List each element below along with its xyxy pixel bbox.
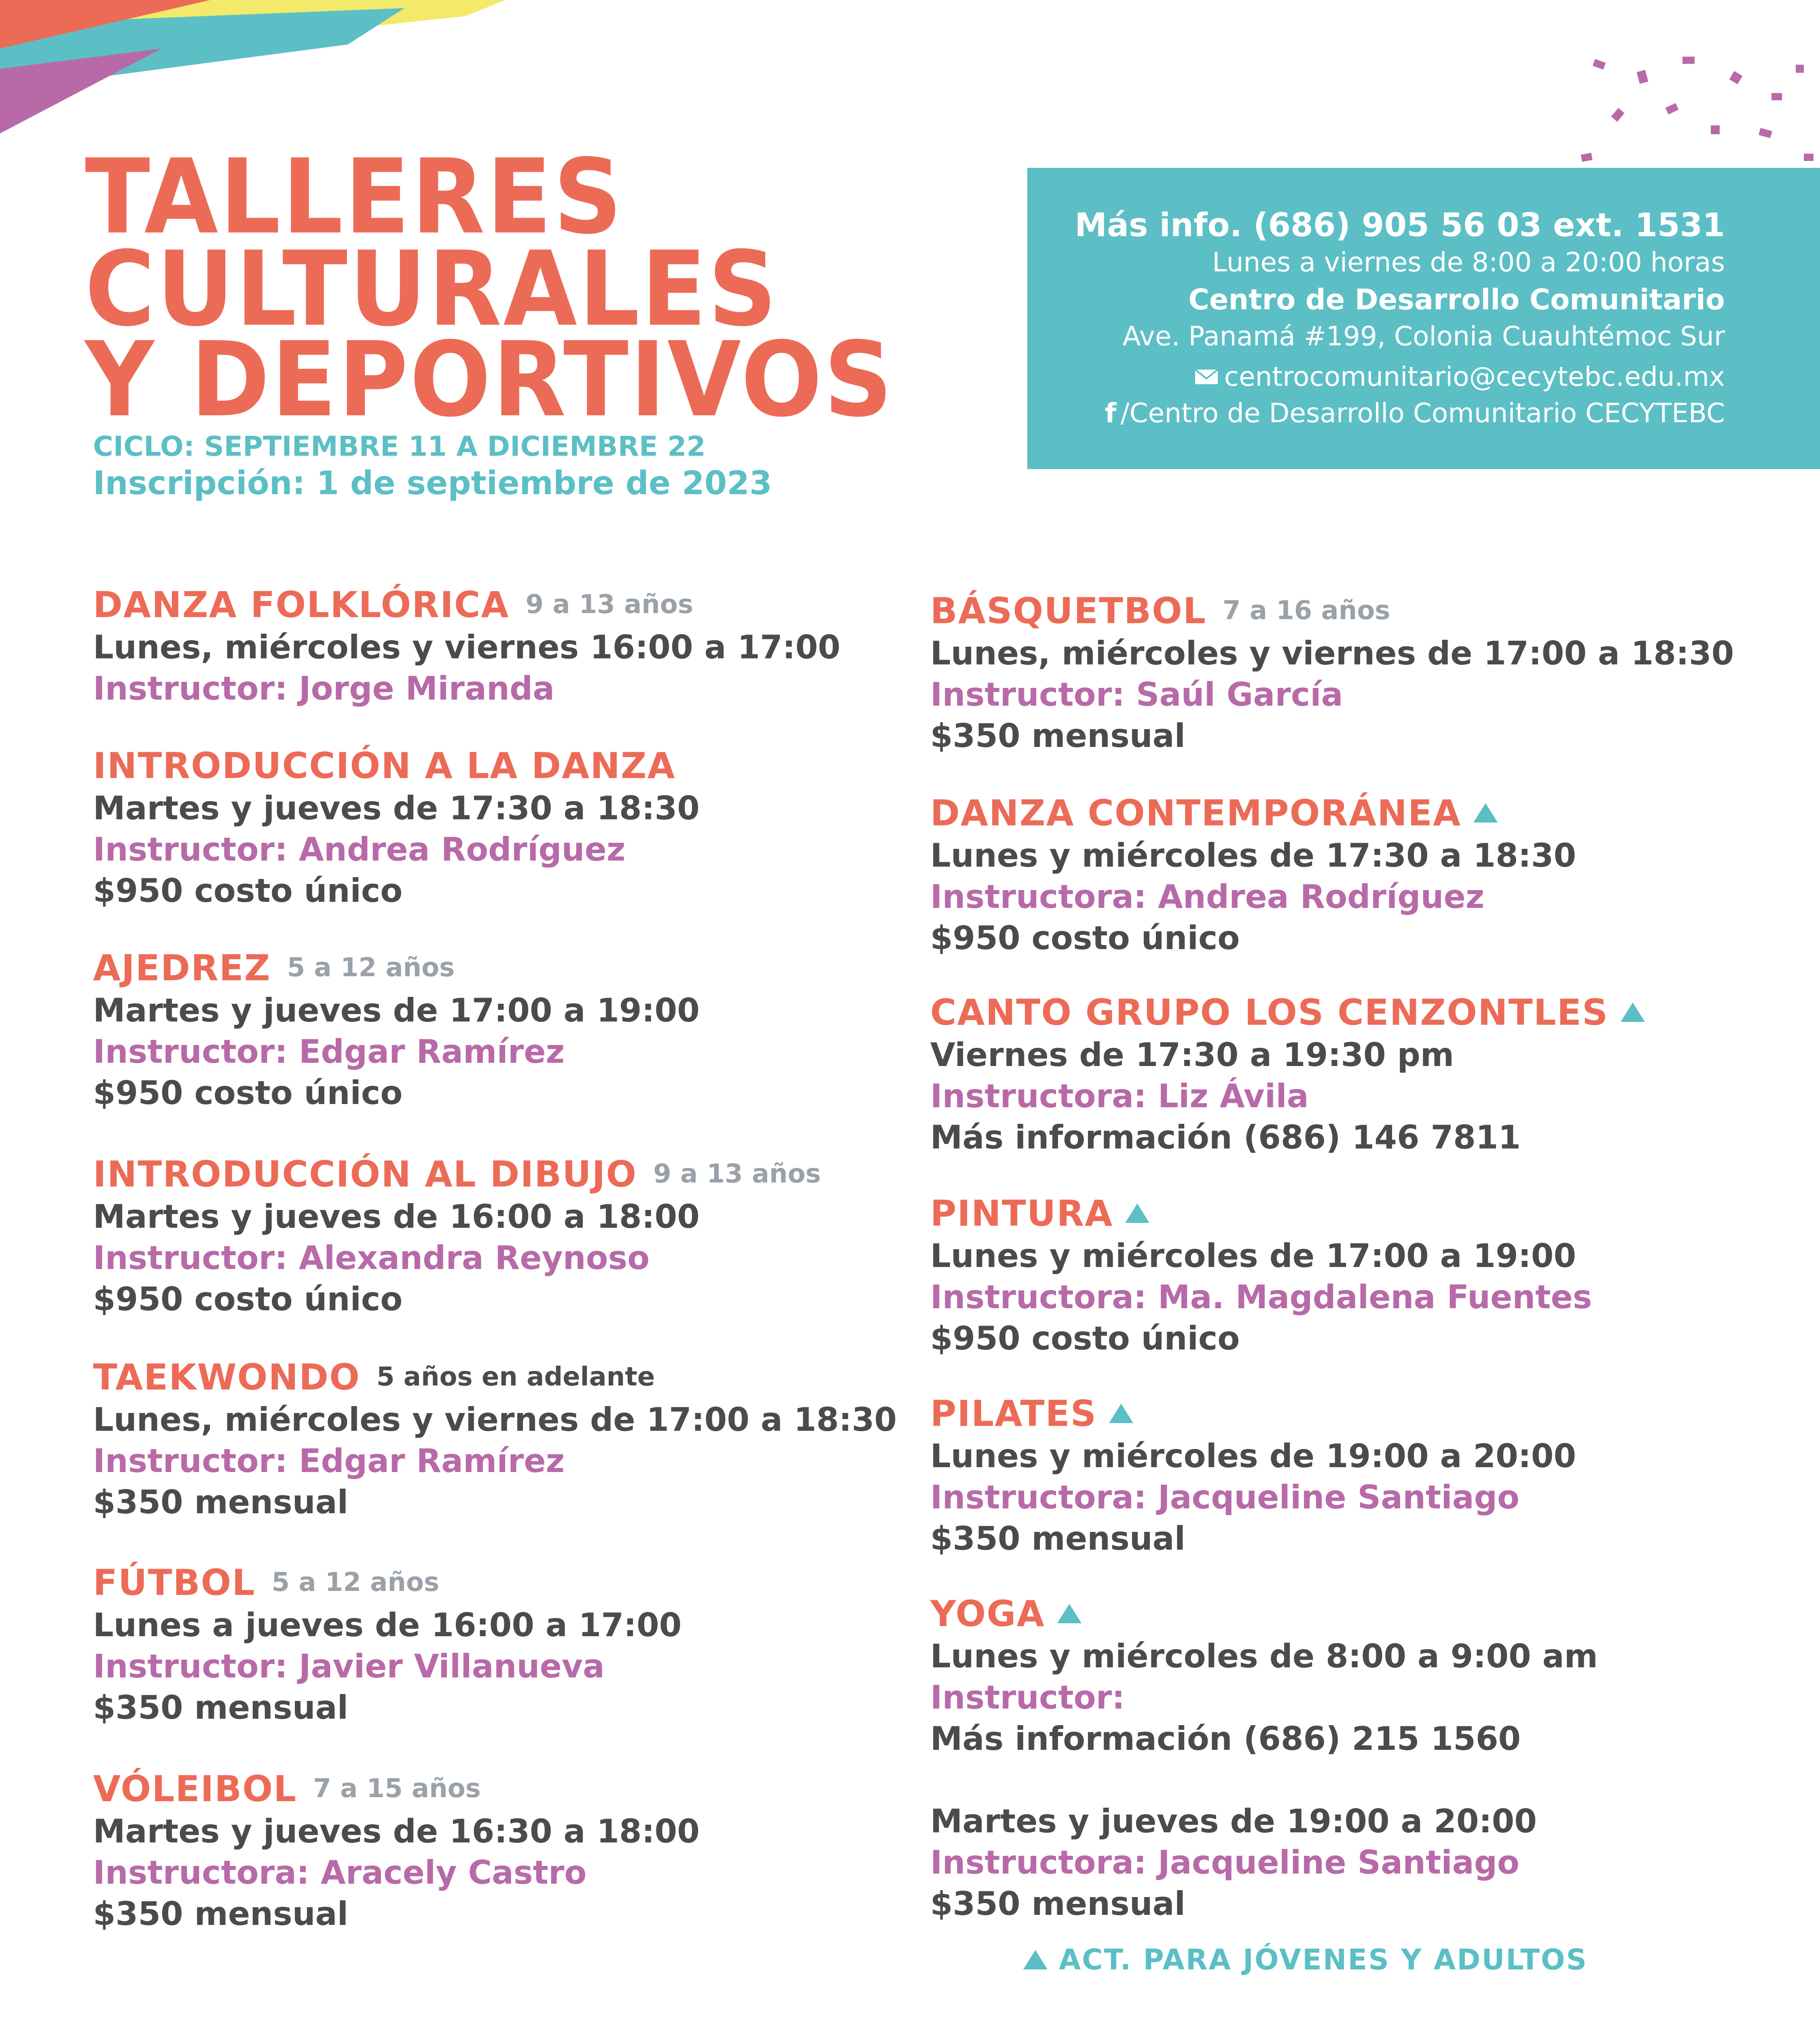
activity-schedule: Martes y jueves de 16:00 a 18:00 (93, 1198, 700, 1235)
activity-canto (930, 990, 1645, 1158)
activity-basquetbol (930, 588, 1734, 757)
activity-instructor: Instructor: Saúl García (930, 676, 1343, 713)
title-line-1: TALLERES (85, 137, 624, 257)
youth-adult-marker-icon (1473, 803, 1498, 823)
info-facebook-row (1105, 398, 1725, 429)
activity-pintura (930, 1191, 1592, 1359)
activity-cost: $950 costo único (93, 1280, 403, 1318)
activity-instructor-2: Instructora: Jacqueline Santiago (930, 1844, 1519, 1881)
activity-schedule: Martes y jueves de 17:30 a 18:30 (93, 789, 700, 827)
activity-instructor: Instructora: Jacqueline Santiago (930, 1478, 1519, 1516)
activity-name: INTRODUCCIÓN A LA DANZA (93, 745, 676, 787)
activity-name: CANTO GRUPO LOS CENZONTLES (930, 991, 1609, 1033)
activity-schedule: Martes y jueves de 17:00 a 19:00 (93, 992, 700, 1029)
activity-futbol (93, 1560, 681, 1728)
activity-cost: $350 mensual (930, 1520, 1186, 1557)
facebook-icon: f (1105, 398, 1117, 429)
activity-schedule: Lunes, miércoles y viernes de 17:00 a 18:30 (93, 1401, 897, 1438)
legend (1023, 1943, 1588, 1976)
info-box (1027, 168, 1820, 469)
activity-schedule: Lunes y miércoles de 19:00 a 20:00 (930, 1437, 1576, 1475)
activity-cost: $350 mensual (93, 1483, 349, 1521)
activity-age: 5 a 12 años (287, 953, 455, 983)
activity-danza-contemporanea (930, 791, 1576, 959)
activity-name: DANZA FOLKLÓRICA (93, 584, 510, 626)
activity-name: VÓLEIBOL (93, 1768, 297, 1810)
activity-cost: $350 mensual (930, 717, 1186, 755)
activity-schedule-2: Martes y jueves de 19:00 a 20:00 (930, 1802, 1537, 1840)
activity-name: INTRODUCCIÓN AL DIBUJO (93, 1153, 637, 1195)
inscription-date: Inscripción: 1 de septiembre de 2023 (93, 464, 772, 502)
activity-schedule: Viernes de 17:30 a 19:30 pm (930, 1036, 1454, 1074)
activity-cost: $350 mensual (93, 1689, 349, 1726)
confetti-top-right (1577, 49, 1820, 182)
activity-age: 7 a 16 años (1222, 596, 1390, 626)
activity-intro-danza (93, 743, 700, 912)
activity-yoga (930, 1591, 1598, 1925)
activity-schedule: Lunes y miércoles de 17:00 a 19:00 (930, 1237, 1576, 1275)
activity-danza-folklorica (93, 582, 840, 709)
activity-name: FÚTBOL (93, 1561, 256, 1603)
activity-name: AJEDREZ (93, 947, 271, 989)
info-hours: Lunes a viernes de 8:00 a 20:00 horas (1212, 247, 1725, 278)
activity-info: Más información (686) 215 1560 (930, 1720, 1521, 1758)
activity-instructor: Instructor: Andrea Rodríguez (93, 831, 626, 868)
activity-age: 5 a 12 años (271, 1567, 439, 1597)
activity-cost: $950 costo único (930, 1320, 1240, 1357)
activity-name: YOGA (930, 1593, 1045, 1635)
activity-intro-dibujo (93, 1152, 821, 1320)
youth-adult-marker-icon (1023, 1950, 1048, 1969)
activity-instructor: Instructora: Liz Ávila (930, 1077, 1309, 1115)
activity-instructor: Instructor: Edgar Ramírez (93, 1442, 565, 1480)
activity-schedule: Lunes, miércoles y viernes de 17:00 a 18:30 (930, 635, 1734, 672)
activity-name: TAEKWONDO (93, 1356, 360, 1398)
activity-age: 7 a 15 años (313, 1774, 481, 1804)
activity-name: PINTURA (930, 1192, 1113, 1234)
activity-schedule: Lunes y miércoles de 8:00 a 9:00 am (930, 1637, 1598, 1675)
activity-name: BÁSQUETBOL (930, 590, 1206, 632)
activity-instructor: Instructora: Ma. Magdalena Fuentes (930, 1278, 1592, 1316)
activity-schedule: Martes y jueves de 16:30 a 18:00 (93, 1813, 700, 1850)
activity-age: 9 a 13 años (653, 1159, 821, 1189)
youth-adult-marker-icon (1621, 1003, 1645, 1022)
activity-voleibol (93, 1766, 700, 1935)
info-facebook[interactable]: /Centro de Desarrollo Comunitario CECYTEBC (1120, 398, 1725, 429)
activity-ajedrez (93, 945, 700, 1114)
activity-cost: $350 mensual (93, 1895, 349, 1933)
activity-age: 9 a 13 años (525, 590, 693, 620)
activity-instructor: Instructor: Jorge Miranda (93, 670, 555, 707)
activity-cost: $950 costo único (930, 919, 1240, 957)
youth-adult-marker-icon (1057, 1604, 1081, 1623)
top-left-stripes (0, 0, 566, 146)
activity-schedule: Lunes y miércoles de 17:30 a 18:30 (930, 837, 1576, 874)
envelope-icon (1194, 368, 1219, 386)
cycle-dates: CICLO: SEPTIEMBRE 11 A DICIEMBRE 22 (93, 431, 706, 463)
activity-instructor: Instructor: Javier Villanueva (93, 1648, 605, 1685)
activity-instructor: Instructor: (930, 1679, 1125, 1716)
activity-schedule: Lunes, miércoles y viernes 16:00 a 17:00 (93, 628, 840, 666)
youth-adult-marker-icon (1125, 1203, 1149, 1223)
activity-instructor: Instructora: Andrea Rodríguez (930, 878, 1485, 916)
info-phone: Más info. (686) 905 56 03 ext. 1531 (1075, 206, 1725, 244)
info-email-row (1194, 361, 1725, 392)
activity-cost: $950 costo único (93, 1074, 403, 1112)
activity-schedule: Lunes a jueves de 16:00 a 17:00 (93, 1606, 682, 1644)
info-address: Ave. Panamá #199, Colonia Cuauhtémoc Sur (1122, 321, 1725, 352)
activity-pilates (930, 1391, 1576, 1559)
activity-info: Más información (686) 146 7811 (930, 1119, 1521, 1156)
info-center: Centro de Desarrollo Comunitario (1188, 283, 1725, 316)
activity-instructor: Instructora: Aracely Castro (93, 1854, 587, 1891)
youth-adult-marker-icon (1109, 1404, 1133, 1423)
activity-taekwondo (93, 1355, 897, 1523)
activity-age: 5 años en adelante (376, 1362, 655, 1392)
title-line-3: Y DEPORTIVOS (85, 319, 894, 440)
activity-cost-2: $350 mensual (930, 1885, 1186, 1923)
activity-instructor: Instructor: Edgar Ramírez (93, 1033, 565, 1070)
activity-cost: $950 costo único (93, 872, 403, 909)
info-email[interactable]: centrocomunitario@cecytebc.edu.mx (1224, 361, 1725, 392)
title-line-2: CULTURALES (85, 229, 779, 349)
activity-instructor: Instructor: Alexandra Reynoso (93, 1239, 650, 1277)
activity-name: DANZA CONTEMPORÁNEA (930, 792, 1462, 834)
legend-text: ACT. PARA JÓVENES Y ADULTOS (1059, 1943, 1588, 1976)
activity-name: PILATES (930, 1392, 1097, 1434)
